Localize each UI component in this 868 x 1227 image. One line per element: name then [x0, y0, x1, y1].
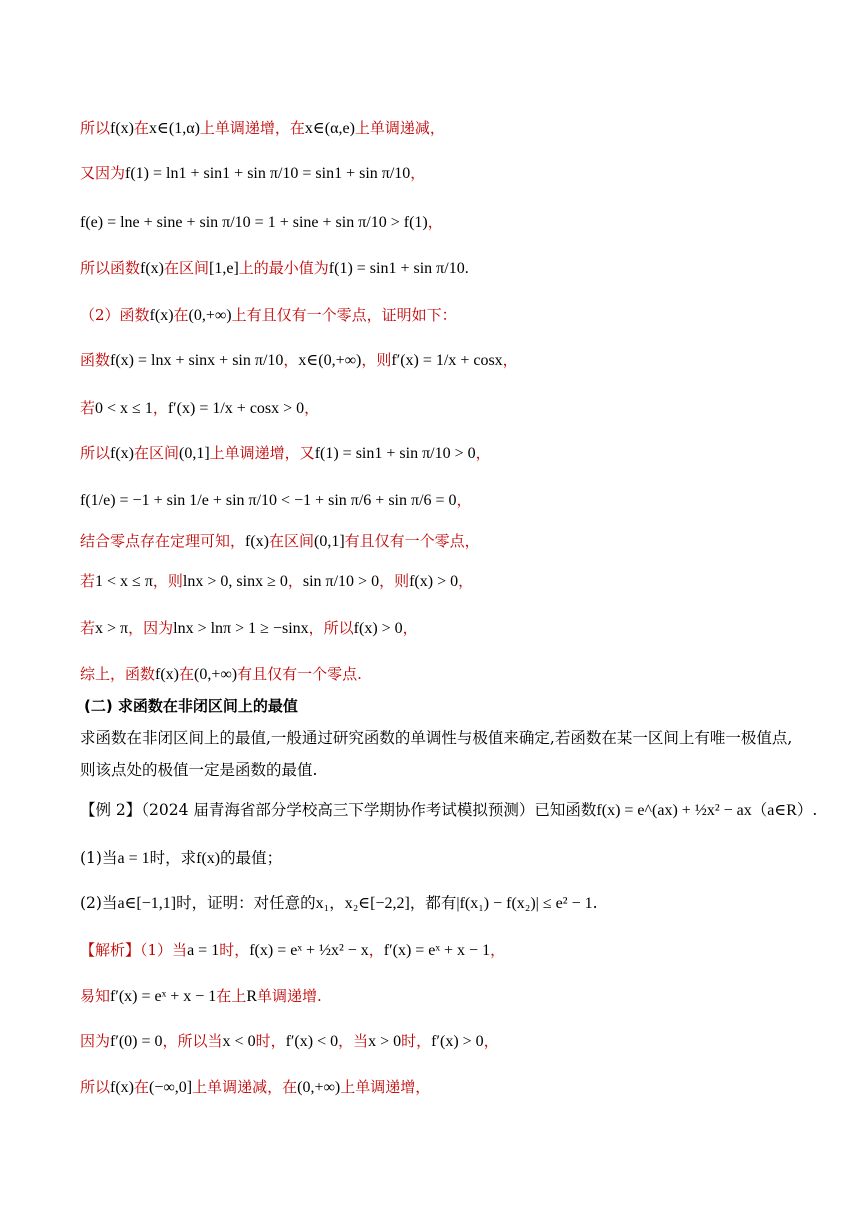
- document-line: [80, 305, 457, 326]
- math-expression: (0,1]: [314, 533, 345, 550]
- math-expression: (0,+∞): [188, 307, 232, 324]
- text-run: ，: [283, 351, 299, 369]
- document-line: [80, 800, 817, 821]
- text-run: ，: [458, 572, 474, 590]
- section-heading: (二) 求函数在非闭区间上的最值: [84, 697, 298, 715]
- text-run: ，: [475, 444, 491, 462]
- text-run: 函数: [80, 351, 111, 369]
- text-run: 综上，函数: [80, 665, 156, 683]
- math-expression: f(1/e) = −1 + sin 1/e + sin π/10 < −1 + sin π/6 + sin π/6 = 0: [80, 492, 457, 509]
- text-run: 结合零点存在定理可知，: [80, 532, 246, 550]
- math-expression: (−∞,0]: [149, 1079, 193, 1096]
- text-run: ，则: [379, 572, 410, 590]
- math-expression: .: [464, 260, 469, 277]
- text-run: 单调递增.: [256, 987, 322, 1005]
- text-run: .: [592, 894, 598, 912]
- math-expression: f(x): [110, 445, 134, 462]
- text-run: ，: [368, 941, 384, 959]
- text-run: ，: [287, 572, 303, 590]
- text-run: 有且仅有一个零点，: [344, 532, 480, 550]
- document-line: [80, 443, 491, 464]
- text-run: 若: [80, 399, 96, 417]
- text-run: ，都有: [409, 894, 457, 912]
- math-expression: x₁: [315, 895, 330, 912]
- text-run: 时，: [401, 1032, 432, 1050]
- text-run: ，: [502, 351, 518, 369]
- math-expression: f′(x) = 1/x + cosx > 0: [167, 400, 305, 417]
- text-run: 上的最小值为: [238, 259, 329, 277]
- document-line: [80, 1077, 430, 1098]
- text-run: ，: [152, 399, 168, 417]
- math-expression: a = 1: [117, 850, 150, 867]
- text-run: ，: [304, 399, 320, 417]
- math-expression: f(x): [196, 850, 221, 867]
- document-line: [80, 893, 598, 914]
- math-expression: f(x): [140, 260, 164, 277]
- text-run: 的最值；: [220, 849, 283, 867]
- text-run: 在: [173, 306, 189, 324]
- text-run: ，: [490, 941, 506, 959]
- document-line: [80, 848, 282, 869]
- text-run: 时，: [255, 1032, 286, 1050]
- document-line: [80, 760, 317, 780]
- document-line: [80, 986, 322, 1007]
- math-expression: 1 < x ≤ π: [95, 573, 153, 590]
- text-run: 上有且仅有一个零点，证明如下：: [231, 306, 457, 324]
- text-run: 时，求: [149, 849, 197, 867]
- text-run: ，当: [338, 1032, 369, 1050]
- math-expression: 0 < x ≤ 1: [95, 400, 153, 417]
- text-run: （: [751, 801, 768, 819]
- text-run: 在区间: [269, 532, 315, 550]
- math-expression: f′(x) = 1/x + cosx: [391, 352, 503, 369]
- math-expression: x > π: [95, 620, 129, 637]
- math-expression: x∈(0,+∞): [298, 352, 362, 369]
- text-run: 时，证明：对任意的: [176, 894, 316, 912]
- document-line: [80, 571, 473, 592]
- math-expression: (0,+∞): [297, 1079, 341, 1096]
- math-expression: f(x): [149, 307, 174, 324]
- document-line: [80, 1031, 499, 1052]
- text-run: （1）当: [140, 941, 188, 959]
- math-expression: lnx > 0, sinx ≥ 0: [182, 573, 288, 590]
- text-run: ，: [483, 1032, 499, 1050]
- math-expression: (0,1]: [179, 445, 210, 462]
- text-run: 上单调递增，又: [209, 444, 315, 462]
- math-expression: f(x): [155, 666, 179, 683]
- math-expression: f′(x) = eˣ + x − 1: [383, 942, 491, 959]
- math-expression: a∈[−1,1]: [117, 895, 177, 912]
- text-run: 所以: [80, 1078, 111, 1096]
- text-run: 所以函数: [80, 259, 141, 277]
- document-line: [80, 490, 472, 511]
- text-run: 有且仅有一个零点.: [237, 665, 362, 683]
- text-run: ，: [427, 213, 443, 231]
- text-run: ，所以: [308, 619, 354, 637]
- math-expression: |f(x₁) − f(x₂)| ≤ e² − 1: [456, 895, 593, 912]
- math-expression: f(1) = sin1 + sin π/10: [328, 260, 465, 277]
- text-run: 【解析】: [80, 941, 141, 959]
- math-expression: f(x) > 0: [353, 620, 403, 637]
- math-expression: [1,e]: [209, 260, 239, 277]
- document-line: [80, 728, 792, 748]
- math-expression: f′(x) = eˣ + x − 1: [110, 988, 217, 1005]
- math-expression: f′(x) < 0: [285, 1033, 339, 1050]
- text-run: 在: [179, 665, 195, 683]
- document-line: [80, 940, 505, 961]
- text-run: ，: [456, 491, 472, 509]
- text-run: 时，: [219, 941, 250, 959]
- math-expression: (0,+∞): [194, 666, 238, 683]
- math-expression: f(x) = eˣ + ½x² − x: [249, 942, 369, 959]
- text-run: ，因为: [128, 619, 174, 637]
- math-expression: f(1) = ln1 + sin1 + sin π/10 = sin1 + sin π/10: [125, 165, 411, 182]
- math-expression: a = 1: [187, 942, 220, 959]
- text-run: 若: [80, 572, 96, 590]
- text-run: 又因为: [80, 164, 126, 182]
- math-expression: a∈R: [767, 802, 797, 819]
- text-run: 在上: [216, 987, 247, 1005]
- text-run: 所以: [80, 119, 111, 137]
- math-expression: x∈(1,α): [149, 120, 200, 137]
- document-line: [80, 664, 362, 685]
- document-line: [80, 531, 480, 552]
- math-expression: f(e) = lne + sine + sin π/10 = 1 + sine + sin π/10 > f(1): [80, 214, 428, 231]
- text-run: 在区间: [164, 259, 210, 277]
- math-expression: f(x): [110, 120, 134, 137]
- math-expression: f(x): [245, 533, 269, 550]
- text-run: 所以: [80, 444, 111, 462]
- math-expression: lnx > lnπ > 1 ≥ −sinx: [173, 620, 309, 637]
- text-run: ，则: [361, 351, 392, 369]
- math-expression: x < 0: [222, 1033, 256, 1050]
- math-expression: sin π/10 > 0: [302, 573, 380, 590]
- math-expression: f′(x) > 0: [431, 1033, 484, 1050]
- text-run: (2)当: [80, 894, 118, 912]
- text-run: 易知: [80, 987, 111, 1005]
- math-expression: f(x) = e^(ax) + ½x² − ax: [596, 802, 752, 819]
- text-run: ，: [410, 164, 426, 182]
- text-run: 上单调递增，在: [199, 119, 305, 137]
- document-line: [80, 212, 443, 233]
- document-line: [84, 696, 298, 716]
- document-line: [80, 350, 518, 371]
- math-expression: f(1) = sin1 + sin π/10 > 0: [314, 445, 476, 462]
- text-run: 上单调递增，: [340, 1078, 431, 1096]
- text-run: 求函数在非闭区间上的最值,一般通过研究函数的单调性与极值来确定,若函数在某一区间上有唯一极值点,: [80, 729, 793, 747]
- text-run: 则该点处的极值一定是函数的最值.: [80, 761, 318, 779]
- text-run: 因为: [80, 1032, 111, 1050]
- text-run: ，则: [152, 572, 183, 590]
- text-run: (1)当: [80, 849, 118, 867]
- text-run: ，所以当: [162, 1032, 223, 1050]
- text-run: 在: [134, 1078, 150, 1096]
- math-expression: f(x) = lnx + sinx + sin π/10: [110, 352, 284, 369]
- text-run: 在: [134, 119, 150, 137]
- math-expression: f′(0) = 0: [110, 1033, 163, 1050]
- text-run: ）.: [796, 801, 818, 819]
- text-run: 在区间: [134, 444, 180, 462]
- text-run: （2）函数: [80, 306, 150, 324]
- math-expression: x > 0: [368, 1033, 402, 1050]
- math-expression: x∈(α,e): [304, 120, 355, 137]
- math-expression: f(x) > 0: [409, 573, 459, 590]
- document-line: [80, 118, 445, 139]
- math-expression: f(x): [110, 1079, 134, 1096]
- text-run: ，: [402, 619, 418, 637]
- document-line: [80, 258, 469, 279]
- text-run: 【例 2】（2024 届青海省部分学校高三下学期协作考试模拟预测）已知函数: [80, 801, 597, 819]
- text-run: 若: [80, 619, 96, 637]
- math-expression: x₂∈[−2,2]: [344, 895, 410, 912]
- text-run: 上单调递减，在: [192, 1078, 298, 1096]
- text-run: 上单调递减，: [354, 119, 445, 137]
- document-line: [80, 163, 425, 184]
- document-line: [80, 618, 418, 639]
- text-run: ，: [329, 894, 345, 912]
- document-line: [80, 398, 319, 419]
- math-expression: R: [246, 988, 257, 1005]
